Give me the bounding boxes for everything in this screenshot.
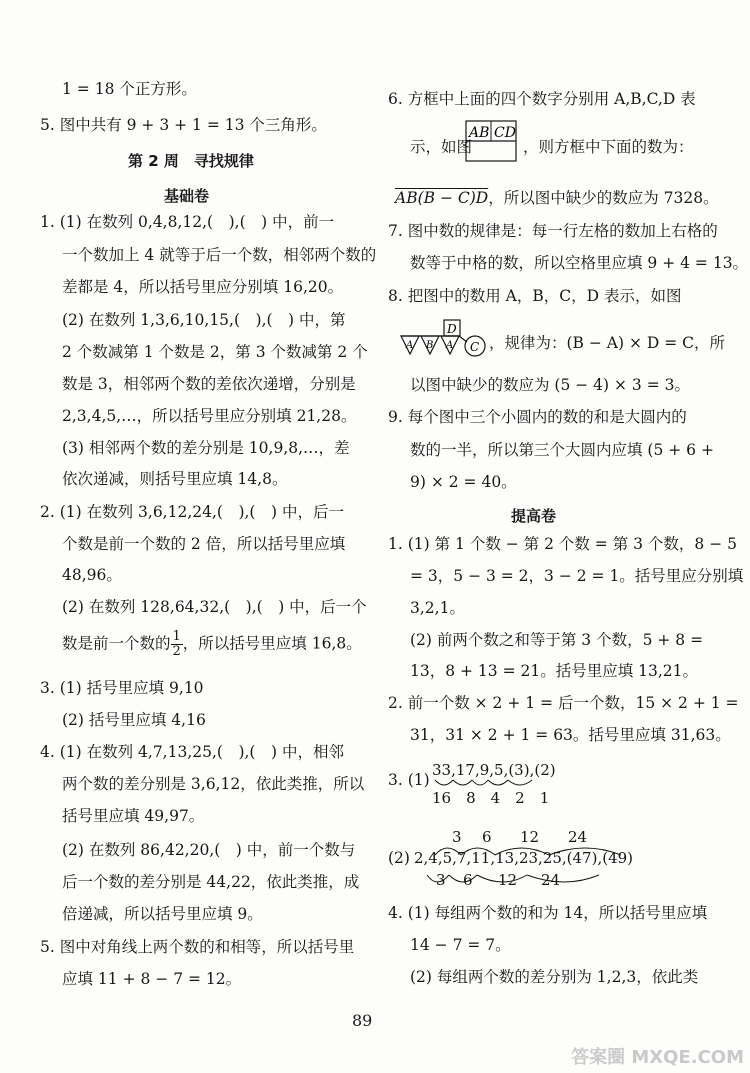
sequence-2-top-diff: 6 <box>482 828 492 846</box>
sequence-2-bottom-diff: 24 <box>541 871 561 889</box>
text-fragment: ，所以括号里应填 16,8。 <box>182 634 362 653</box>
sequence-2-top-diff: 3 <box>452 828 462 846</box>
fraction <box>171 630 183 659</box>
text-line: 一个数加上 4 就等于后一个数，相邻两个数的 <box>62 246 377 264</box>
text-line: (2) 在数列 86,42,20,( ) 中，前一个数与 <box>62 841 356 859</box>
text-line: 8. 把图中的数用 A，B，C，D 表示，如图 <box>388 287 682 305</box>
text-fragment: 数是前一个数的 <box>62 634 171 653</box>
text-line: 3. (1) <box>388 771 430 789</box>
text-line: 应填 11 + 8 − 7 = 12。 <box>62 970 242 988</box>
subsection-heading: 基础卷 <box>164 187 210 205</box>
fraction-denominator: 2 <box>172 644 181 659</box>
triangle-label-b: B <box>426 340 434 351</box>
sequence-2: 2,4,5,7,11,13,23,25,(47),(49) <box>414 849 634 867</box>
text-line: 4. (1) 在数列 4,7,13,25,( ),( ) 中，相邻 <box>40 743 344 761</box>
triangle-label-a: A <box>446 340 454 351</box>
text-line: 2,3,4,5,…，所以括号里应分别填 21,28。 <box>62 407 357 425</box>
sequence-2-top-diff: 24 <box>568 828 588 846</box>
text-line: 1. (1) 在数列 0,4,8,12,( ),( ) 中，前一 <box>40 213 335 231</box>
text-line: (2) <box>388 849 410 867</box>
section-heading: 第 2 周 寻找规律 <box>128 152 254 170</box>
text-line: 两个数的差分别是 3,6,12，依此类推，所以 <box>62 775 365 793</box>
text-line: (2) 括号里应填 4,16 <box>62 711 206 729</box>
watermark: 答案圈 MXQE.COM <box>571 1047 744 1068</box>
triangle-figure <box>400 318 490 360</box>
text-line: (2) 在数列 128,64,32,( ),( ) 中，后一个 <box>62 598 367 616</box>
text-line: 倍递减，所以括号里应填 9。 <box>62 905 263 923</box>
text-line: 4. (1) 每组两个数的和为 14，所以括号里应填 <box>388 904 708 922</box>
text-fragment: 示，如图 <box>410 138 473 156</box>
square-label-d: D <box>447 322 457 336</box>
text-line: 5. 图中共有 9 + 3 + 1 = 13 个三角形。 <box>40 116 327 134</box>
fraction-numerator: 1 <box>172 629 181 644</box>
text-line: 以图中缺少的数应为 (5 − 4) × 3 = 3。 <box>410 376 690 394</box>
text-line: 9. 每个图中三个小圆内的数的和是大圆内的 <box>388 408 687 426</box>
text-fragment: ，规律为：(B − A) × D = C，所 <box>489 334 725 352</box>
text-line: 数是 3，相邻两个数的差依次递增，分别是 <box>62 375 356 393</box>
text-line: 9) × 2 = 40。 <box>410 473 517 491</box>
text-line: (2) 前两个数之和等于第 3 个数，5 + 8 = <box>410 631 704 649</box>
box-label-cd: CD <box>494 125 516 141</box>
sequence-2-bottom-diff: 3 <box>436 871 446 889</box>
sequence-1-differences: 16 8 4 2 1 <box>432 789 550 807</box>
text-line: (2) 每组两个数的差分别为 1,2,3，依此类 <box>410 968 699 986</box>
digit-box-figure <box>465 120 517 162</box>
text-line: 7. 图中数的规律是：每一行左格的数加上右格的 <box>388 222 718 240</box>
text-line: 5. 图中对角线上两个数的和相等，所以括号里 <box>40 938 355 956</box>
text-line: 2. 前一个数 × 2 + 1 = 后一个数，15 × 2 + 1 = <box>388 694 739 712</box>
sequence-2-bottom-diff: 6 <box>463 871 473 889</box>
text-line: 6. 方框中上面的四个数字分别用 A,B,C,D 表 <box>388 90 696 108</box>
text-line: 2. (1) 在数列 3,6,12,24,( ),( ) 中，后一 <box>40 503 344 521</box>
text-line: 2 个数减第 1 个数是 2，第 3 个数减第 2 个 <box>62 343 368 361</box>
text-line: (2) 在数列 1,3,6,10,15,( ),( ) 中，第 <box>62 311 346 329</box>
overlined-number: AB(B − C)D <box>395 189 489 207</box>
text-line: 数等于中格的数，所以空格里应填 9 + 4 = 13。 <box>410 254 749 272</box>
circle-label-c: C <box>470 340 480 354</box>
text-line: 1 = 18 个正方形。 <box>62 80 197 98</box>
text-line: 3,2,1。 <box>410 599 465 617</box>
text-line <box>395 188 719 208</box>
page-number: 89 <box>352 1011 373 1030</box>
text-fragment: ，所以图中缺少的数应为 7328。 <box>488 189 719 207</box>
text-line: 48,96。 <box>62 566 122 584</box>
subsection-heading: 提高卷 <box>511 507 557 525</box>
text-line: 13，8 + 13 = 21。括号里应填 13,21。 <box>410 662 699 680</box>
text-line: 31，31 × 2 + 1 = 63。括号里应填 31,63。 <box>410 726 731 744</box>
text-line: 3. (1) 括号里应填 9,10 <box>40 679 204 697</box>
text-line: 差都是 4，所以括号里应分别填 16,20。 <box>62 278 344 296</box>
text-line: 括号里应填 49,97。 <box>62 807 205 825</box>
text-line: 1. (1) 第 1 个数 − 第 2 个数 = 第 3 个数，8 − 5 <box>388 535 737 553</box>
text-line-with-fraction <box>62 630 362 659</box>
sequence-1: 33,17,9,5,(3),(2) <box>432 761 556 779</box>
text-line: (3) 相邻两个数的差分别是 10,9,8,…，差 <box>62 439 350 457</box>
sequence-2-top-diff: 12 <box>520 828 540 846</box>
text-line: 数的一半，所以第三个大圆内应填 (5 + 6 + <box>410 441 714 459</box>
text-line: 个数是前一个数的 2 倍，所以括号里应填 <box>62 535 346 553</box>
text-fragment: ，则方框中下面的数为： <box>523 138 694 156</box>
text-line: = 3，5 − 3 = 2，3 − 2 = 1。括号里应分别填 <box>410 567 744 585</box>
text-line: 后一个数的差分别是 44,22，依此类推，成 <box>62 873 360 891</box>
text-line: 14 − 7 = 7。 <box>410 936 511 954</box>
triangle-label-a: A <box>406 340 414 351</box>
text-line: 依次递减，则括号里应填 14,8。 <box>62 470 288 488</box>
box-label-ab: AB <box>469 125 490 141</box>
sequence-2-bottom-diff: 12 <box>498 871 518 889</box>
